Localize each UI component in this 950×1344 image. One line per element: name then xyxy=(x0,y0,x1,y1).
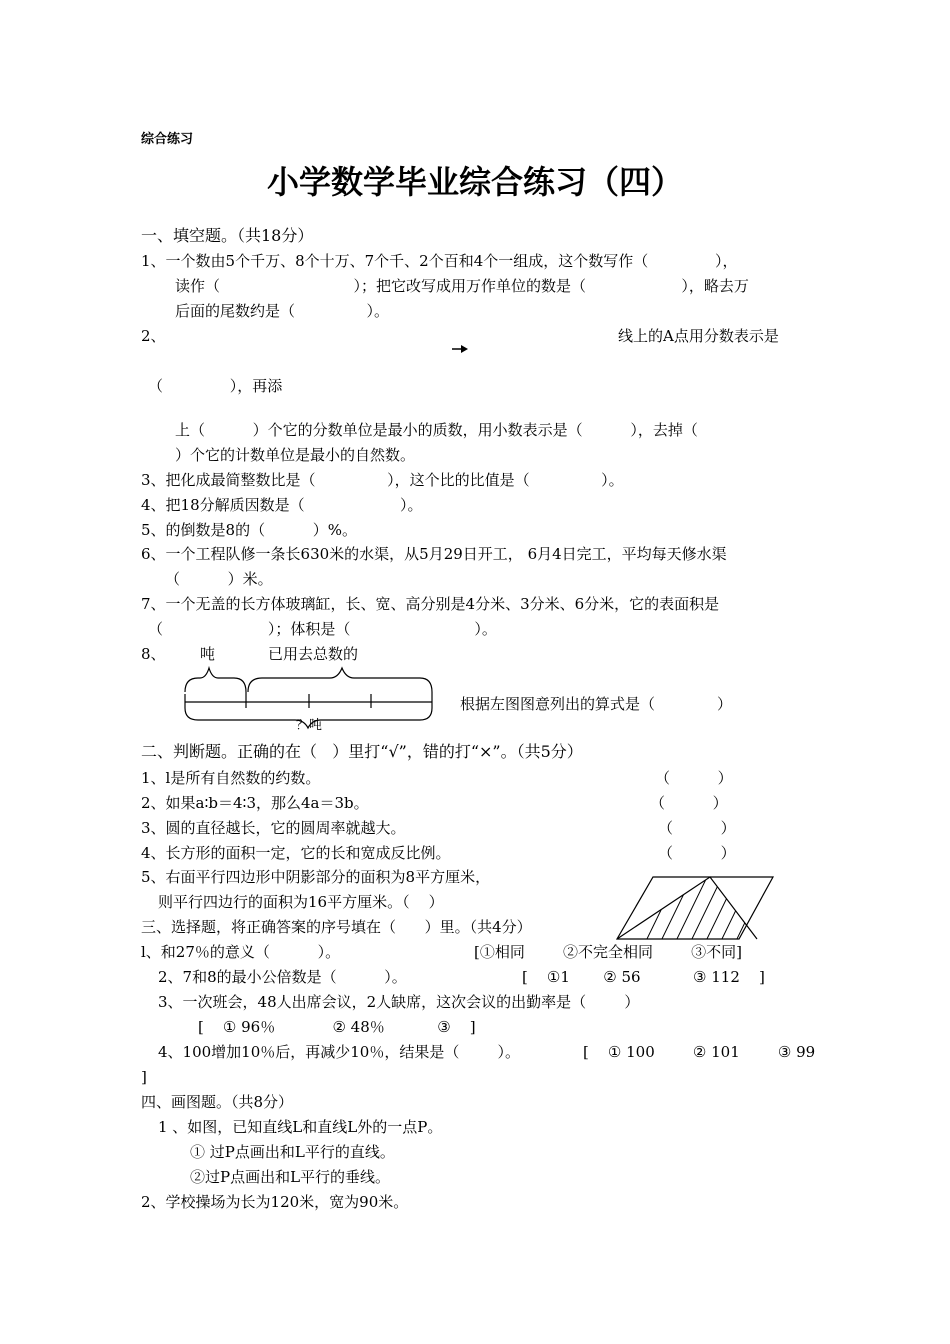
choice-q3-options: [ ① 96％ ② 48％ ③ ] xyxy=(198,1018,476,1036)
judge-q4: 4、长方形的面积一定，它的长和宽成反比例。 xyxy=(141,844,451,862)
judge-q1-paren: （ ） xyxy=(655,769,733,787)
q7-line1: 7、一个无盖的长方体玻璃缸，长、宽、高分别是4分米、3分米、6分米，它的表面积是 xyxy=(141,595,720,613)
judge-q5-line1: 5、右面平行四边形中阴影部分的面积为8平方厘米， xyxy=(141,868,491,886)
draw-q1-part1: ① 过P点画出和L平行的直线。 xyxy=(190,1143,395,1161)
draw-q1-part2: ②过P点画出和L平行的垂线。 xyxy=(190,1168,391,1186)
q8-number: 8、 xyxy=(141,645,166,663)
page-header: 综合练习 xyxy=(141,132,194,147)
choice-q2: 2、7和8的最小公倍数是（ ）。 xyxy=(158,968,407,986)
section-2-heading: 二、判断题。正确的在（ ）里打“√”，错的打“×”。（共5分） xyxy=(141,742,583,761)
q3: 3、把化成最简整数比是（ ），这个比的比值是（ ）。 xyxy=(141,471,624,489)
q2-line3: 上（ ）个它的分数单位是最小的质数，用小数表示是（ ），去掉（ xyxy=(175,421,698,439)
section-3-heading: 三、选择题，将正确答案的序号填在（ ）里。（共4分） xyxy=(141,918,532,936)
q2-line4: ）个它的计数单位是最小的自然数。 xyxy=(175,446,416,464)
q6-line2: （ ）米。 xyxy=(165,570,273,588)
choice-q4-options: [ ① 100 ② 101 ③ 99 xyxy=(583,1043,816,1061)
judge-q2-paren: （ ） xyxy=(650,794,728,812)
draw-q1: 1 、如图，已知直线L和直线L外的一点P。 xyxy=(158,1118,443,1136)
choice-q3: 3、一次班会，48人出席会议，2人缺席，这次会议的出勤率是（ ） xyxy=(158,993,640,1011)
choice-q1: l、和27％的意义（ ）。 xyxy=(141,943,341,961)
q8-prompt: 根据左图图意列出的算式是（ ） xyxy=(460,695,732,713)
q8-ton-label: 吨 xyxy=(200,645,216,663)
judge-q4-paren: （ ） xyxy=(658,844,736,862)
choice-q2-options: [ ①1 ② 56 ③ 112 ] xyxy=(522,968,765,986)
number-line-arrow xyxy=(450,343,470,355)
q1-line3: 后面的尾数约是（ ）。 xyxy=(175,302,390,320)
q1-line2: 读作（ ）；把它改写成用万作单位的数是（ ），略去万 xyxy=(175,277,749,295)
q1-line1: 1、一个数由5个千万、8个十万、7个千、2个百和4个一组成，这个数写作（ ）， xyxy=(141,252,738,270)
choice-q1-options: [①相同 ②不完全相同 ③不同] xyxy=(474,943,742,961)
q2-text: 线上的A点用分数表示是 xyxy=(618,327,779,345)
q5: 5、的倒数是8的（ ）%。 xyxy=(141,521,358,539)
judge-q2: 2、如果a∶b＝4∶3，那么4a＝3b。 xyxy=(141,794,369,812)
judge-q3: 3、圆的直径越长，它的圆周率就越大。 xyxy=(141,819,406,837)
judge-q3-paren: （ ） xyxy=(658,819,736,837)
choice-q4-bracket: ] xyxy=(141,1068,147,1086)
choice-q4: 4、100增加10％后，再减少10％，结果是（ ）。 xyxy=(158,1043,520,1061)
q8-unknown-label: ？吨 xyxy=(296,718,323,733)
draw-q2: 2、学校操场为长为120米，宽为90米。 xyxy=(141,1193,409,1211)
q4: 4、把18分解质因数是（ ）。 xyxy=(141,496,423,514)
section-4-heading: 四、画图题。（共8分） xyxy=(141,1093,294,1111)
q8-used-label: 已用去总数的 xyxy=(268,645,359,663)
q2-number: 2、 xyxy=(141,327,166,345)
q2-line2: （ ），再添 xyxy=(148,377,283,395)
page-title: 小学数学毕业综合练习（四） xyxy=(266,163,683,201)
q7-line2: （ ）；体积是（ ）。 xyxy=(148,620,497,638)
q6-line1: 6、一个工程队修一条长630米的水渠，从5月29日开工， 6月4日完工，平均每天修水渠 xyxy=(141,545,727,563)
judge-q5-line2: 则平行四边行的面积为16平方厘米。（ ） xyxy=(158,893,444,911)
judge-q1: 1、l是所有自然数的约数。 xyxy=(141,769,321,787)
section-1-heading: 一、填空题。（共18分） xyxy=(141,226,314,245)
parallelogram-figure xyxy=(615,873,775,941)
